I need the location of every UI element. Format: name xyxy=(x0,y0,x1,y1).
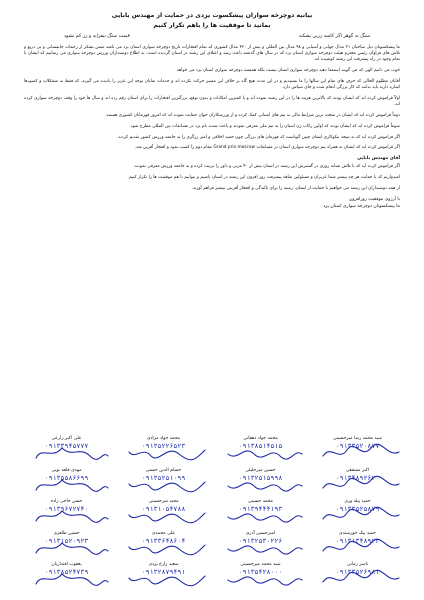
signer-name: حسین طاهری xyxy=(53,530,80,536)
signer-name: علی محمدی xyxy=(151,530,176,536)
letter-subtitle: بمانید تا موفقیت ها را باهم تکرار کنیم xyxy=(153,22,271,29)
signer-phone: ۰۹۱۳۲۸۷۹۴۹۱ xyxy=(141,568,186,577)
signer-phone: ۰۹۱۳۹۴۴۴۱۹۳ xyxy=(238,505,283,514)
signature-block xyxy=(313,436,402,468)
signer-phone: ۰۹۱۳۱۵۲۰۹۲۳ xyxy=(44,536,89,545)
paragraph: امیدواریم که با حمایت هر چه بیشتر شما عزیزان و مسئولین شاهد پیشرفت روز افزون این رشته در استان باشیم و بتوانیم با هم موفقیت ها را تکرار کنیم. xyxy=(127,174,400,180)
signer-phone: ۰۹۱۳۳۶۴۸۶۰۴ xyxy=(141,536,186,545)
poem-hemistich-right: سنگ به گوهر اگر کاسه زرین بشکند xyxy=(298,34,370,39)
paragraph: اگر فراموش کرده اید که ایشان به همراه تیم دوچرخه سواری استان در مسابقات Grand prix moscow مقام دوم را کسب نمود و افتخار آفرین شد. xyxy=(134,145,400,151)
signer-phone: ۰۹۱۳۸۵۲۴۷۳۹ xyxy=(44,568,89,577)
signature-grid xyxy=(22,436,402,594)
signature-block xyxy=(119,562,208,594)
signer-phone: ۰۹۱۳۲۵۳۰۲۲۶ xyxy=(238,536,283,545)
signer-name: محمد حسینی xyxy=(248,499,273,505)
paragraph: اولاً فراموش کرده اید که ایشان بودند که بالاترین هزینه ها را در این رشته نموده اند و با کمترین امکانات و بدون توقع، بزرگترین افتخارات را برای استان رقم زده اند و سال ها خود را وقف دوچرخه سواری کرده اند. xyxy=(24,96,400,108)
paragraph: آقایان مطلوم الحالی که حرف های تمام این سالها را ما نشنیدیم و در این مدت هیچ گاه بر خلاف این مسیر حرکت نکرده اند و خدمات شایان توجه این عزیز را نادیده می گیرند، که فقط به مشکلات و کمبودها اشاره دارند باید بدانند که کار بزرگی انجام شده و جای سپاس دارد. xyxy=(24,79,400,91)
signature-block xyxy=(313,531,402,563)
signer-name: امیرحسین آذری xyxy=(245,530,276,536)
paragraph: اگر فراموش کرده اید که با تلاش شبانه روزی در گسترش این رشته در استان بیش از ۴۰ مربی و داور را تربیت کرده و به جامعه ورزش معرفی نمودند. xyxy=(133,164,400,170)
signer-name: سعید زارع یزدی xyxy=(148,562,179,568)
signer-phone: ۰۹۱۳۲۵۱۵۹۹۸ xyxy=(238,473,283,482)
salutation: آقای مهندس بابایی xyxy=(357,156,400,162)
signer-name: علی اکبر زارعی xyxy=(51,436,82,441)
signature-block xyxy=(216,499,305,531)
signature-block xyxy=(119,436,208,468)
paragraph: دوماً فراموش کرده اید که ایشان در سخت ترین شرایط مالی به تیم های استانی کمک کرده و از ورزشکاران جوان حمایت نموده اند که امروز قهرمانان کشوری هستند. xyxy=(105,113,400,118)
signature-block xyxy=(22,531,111,563)
signer-name: حسین میرجلیلی xyxy=(245,467,276,473)
signer-name: محمد جواد دهقانی xyxy=(243,436,278,441)
signer-name: سید محمد میرحسینی xyxy=(240,562,281,568)
signer-phone: ۰۹۱۳۱۳۴۸۹۲۳ xyxy=(335,536,380,545)
signer-name: حمید پیله وری xyxy=(344,499,371,505)
paragraph: از همه دوستداران این رشته می خواهیم با حمایت از ایشان، زمینه را برای بالندگی و افتخار آفرینی بیشتر فراهم آورند. xyxy=(191,185,400,191)
signature-block xyxy=(313,468,402,500)
signature-block xyxy=(22,499,111,531)
signer-phone: ۰۹۱۳۹۶۷۲۷۴۰ xyxy=(44,505,89,514)
signature-block xyxy=(119,468,208,500)
signer-name: ناصر زمانی xyxy=(346,562,369,568)
signer-name: حسام الدین حسنی xyxy=(145,467,182,473)
signature-block xyxy=(313,562,402,594)
paragraph: اگر فراموش کرده اید که به نتیجه نیکوکاری ایشان چنین گویاست که قهرمان های بزرگی چون حمید اخلاقی و امیر زرگری را به جامعه ورزش کشور تقدیم کردند. xyxy=(116,134,400,140)
signature-block xyxy=(22,436,111,468)
signer-phone: ۰۹۱۳۳۵۲۰۸۷۷ xyxy=(335,442,380,450)
signer-phone: ۰۹۱۳۵۵۸۶۶۹۹ xyxy=(44,473,89,482)
signer-name: سید محمد رضا میرحسینی xyxy=(333,436,382,441)
paragraph: ما پیشکسوتان ذیل صاحبان ۲۱ مدال جهانی و آسیایی و ۹۸ مدال بین المللی و بیش از ۴۲۰ مدال کشوری که تمام افتخارات تاریخ دوچرخه سواری استان یزد می باشد ضمن تشکر از زحمات جانفشانی و بی دریغ و تلاش های فراوان رئیس محترم هیئت دوچرخه سواری استان یزد که در سال های گذشته باعث رشد و اعتلای این رشته در استان گردیده است، به اطلاع دوستداران ورزش دوچرخه سواری می رسانیم که ایشان با تمام وجود در راه پیشرفت این رشته کوشیده اند. xyxy=(24,45,400,63)
signer-phone: ۰۹۱۳۳۵۲۵۸۷۹ xyxy=(335,505,380,514)
signature-block xyxy=(216,531,305,563)
poem-line xyxy=(64,34,370,39)
signature-block xyxy=(119,531,208,563)
signature-block xyxy=(216,562,305,594)
signer-name: حسن حاجی زاده xyxy=(50,499,83,505)
signer-phone: ۰۹۱۳۸۵۱۴۵۱۵ xyxy=(238,442,283,450)
closing-line: با آرزوی موفقیت روزافزون xyxy=(348,196,400,202)
signature-block xyxy=(119,499,208,531)
signer-phone: ۰۹۱۳۵۲۲۶۵۲۳ xyxy=(141,442,186,450)
signer-name: مهدی قلعه نویی xyxy=(51,467,82,473)
letter-title: بیانیه دوچرخه سواران پیشکسوت یزدی در حمایت از مهندس بابایی xyxy=(111,12,313,19)
signatory-line: ما پیشکسوتان دوچرخه سواری استان یزد xyxy=(323,203,400,209)
signer-phone: ۰۹۱۳۵۲۵۱۰۹۹ xyxy=(141,473,186,482)
paragraph: خوب می دانیم الهی که می گویند استعفا دهید دوچرخه سواری استان نیست بلکه همیشه دوچرخه سواری استان یزد می خواهد. xyxy=(175,68,400,74)
signer-name: مجید میرحسینی xyxy=(148,499,179,505)
signer-phone: ۰۹۱۳۵۴۲۸۰۰۰ xyxy=(238,568,283,577)
signer-phone: ۰۹۱۳۱۰۵۴۷۸۸ xyxy=(141,505,186,514)
signature-block xyxy=(313,499,402,531)
paragraph: سوماً فراموش کرده اید که ایشان بودند که اولین رکاب زن استان را به تیم ملی معرفی نمودند و باعث شدند نام یزد در مسابقات بین المللی مطرح شود. xyxy=(129,123,400,129)
signature-block xyxy=(22,468,111,500)
signature-block xyxy=(22,562,111,594)
signer-phone: ۰۹۱۳۴۸۹۲۶۲۰ xyxy=(335,473,380,482)
poem-hemistich-left: قیمت سنگ نیفزاید و زر کم نشود xyxy=(64,34,130,39)
signer-phone: ۰۹۱۳۳۹۴۵۷۷۷ xyxy=(44,442,89,450)
signature-block xyxy=(216,436,305,468)
signer-name: اکبر مشفقی xyxy=(345,467,370,473)
signer-name: محمد جواد مرادی xyxy=(146,436,181,441)
signature-block xyxy=(216,468,305,500)
signer-name: حمید پیک خورسندی xyxy=(339,530,376,536)
signer-name: یعقوب اقتداریان xyxy=(51,562,82,568)
signer-phone: ۰۹۱۳۳۵۲۶۹۸۱ xyxy=(335,568,380,577)
